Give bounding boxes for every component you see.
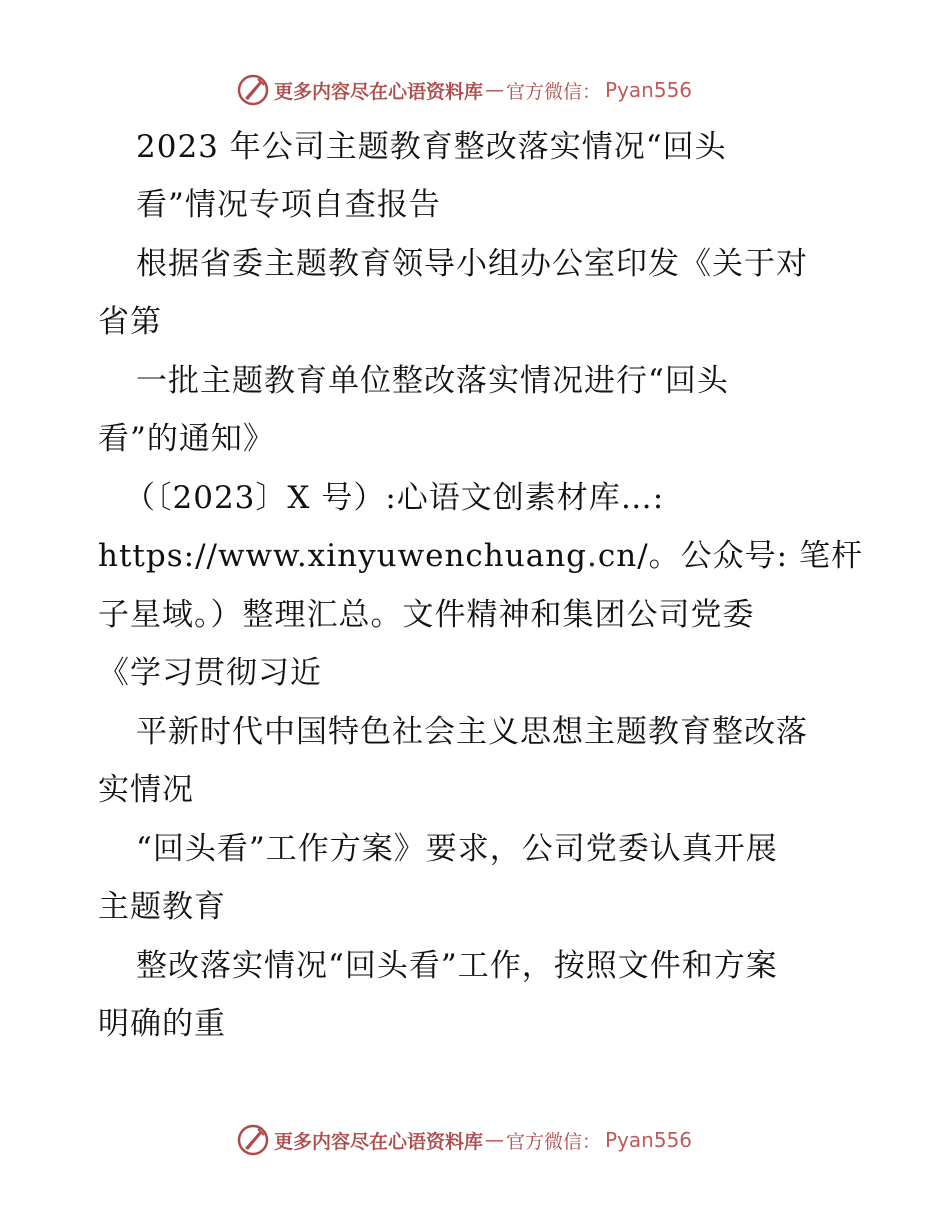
body-line: 看”的通知》 — [98, 421, 275, 457]
header-watermark — [236, 73, 756, 107]
body-line: 实情况 — [98, 772, 194, 808]
body-line: 主题教育 — [98, 889, 226, 925]
body-line: https://www.xinyuwenchuang.cn/。公众号: 笔杆 — [98, 538, 863, 574]
watermark-wechat-label: 官方微信： — [506, 80, 602, 103]
watermark-wechat-id: Pyan556 — [605, 1128, 693, 1152]
body-line: 子星域。）整理汇总。文件精神和集团公司党委 — [98, 597, 755, 633]
watermark-separator: — — [485, 1129, 505, 1151]
body-line: 《学习贯彻习近 — [98, 655, 322, 691]
body-line: 一批主题教育单位整改落实情况进行“回头 — [136, 363, 729, 399]
body-line: 省第 — [98, 304, 162, 340]
body-line: 明确的重 — [98, 1006, 226, 1042]
watermark-text: 更多内容尽在心语资料库 — [274, 1130, 484, 1153]
title-line-1: 2023 年公司主题教育整改落实情况“回头 — [136, 129, 727, 165]
watermark-text: 更多内容尽在心语资料库 — [274, 80, 484, 103]
body-line: 根据省委主题教育领导小组办公室印发《关于对 — [136, 246, 808, 282]
body-line: “回头看”工作方案》要求，公司党委认真开展 — [136, 831, 778, 867]
watermark-wechat-id: Pyan556 — [605, 78, 693, 102]
quill-logo-icon — [236, 73, 270, 107]
body-line: 平新时代中国特色社会主义思想主题教育整改落 — [136, 714, 808, 750]
footer-watermark — [236, 1123, 756, 1157]
watermark-separator: — — [485, 79, 505, 101]
body-line: （〔2023〕X 号）:心语文创素材库…: — [124, 480, 665, 516]
title-line-2: 看”情况专项自查报告 — [136, 187, 441, 223]
watermark-wechat-label: 官方微信： — [506, 1130, 602, 1153]
quill-logo-icon — [236, 1123, 270, 1157]
body-line: 整改落实情况“回头看”工作，按照文件和方案 — [136, 948, 778, 984]
